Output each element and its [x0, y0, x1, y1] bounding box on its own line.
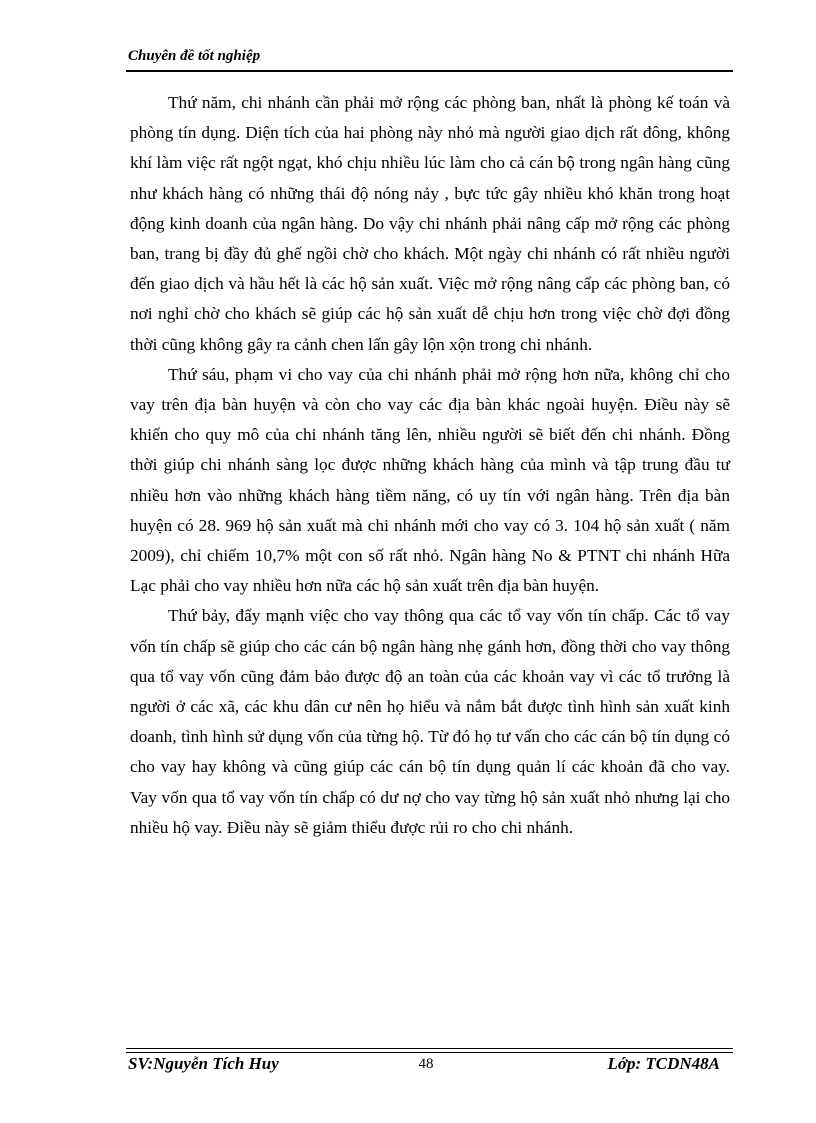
paragraph-2: Thứ sáu, phạm vi cho vay của chi nhánh phải mở rộng hơn nữa, không chỉ cho vay trên địa bàn huyện và còn cho vay các địa bàn khác ngoài huyện. Điều này sẽ khiến cho quy mô của chi nhánh tăng lên, nhiều người sẽ biết đến chi nhánh. Đồng thời giúp chi nhánh sàng lọc được những khách hàng của mình và tập trung đầu tư nhiều hơn vào những khách hàng tiềm năng, có uy tín với ngân hàng. Trên địa bàn huyện có 28. 969 hộ sản xuất mà chi nhánh mới cho vay có 3. 104 hộ sản xuất ( năm 2009), chỉ chiếm 10,7% một con số rất nhỏ. Ngân hàng No & PTNT chi nhánh Hữa Lạc phải cho vay nhiều hơn nữa các hộ sản xuất trên địa bàn huyện.	[130, 364, 730, 596]
footer-divider-top	[126, 1048, 733, 1049]
header-divider	[126, 70, 733, 72]
paragraph-3: Thứ bảy, đẩy mạnh việc cho vay thông qua các tổ vay vốn tín chấp. Các tổ vay vốn tín chấp sẽ giúp cho các cán bộ ngân hàng nhẹ gánh hơn, đồng thời cho vay thông qua tổ vay vốn cũng đảm bảo được độ an toàn của các khoản vay vì các tổ trưởng là người ở các xã, các khu dân cư nên họ hiểu và nắm bắt được tình hình sản xuất kinh doanh, tình hình sử dụng vốn của từng hộ. Từ đó họ tư vấn cho các cán bộ tín dụng có cho vay hay không và cũng giúp các cán bộ tín dụng quản lí các khoản đã cho vay. Vay vốn qua tổ vay vốn tín chấp có dư nợ cho vay từng hộ sản xuất nhỏ nhưng lại cho nhiều hộ vay. Điều này sẽ giảm thiểu được rủi ro cho chi nhánh.	[130, 606, 730, 837]
body-text	[130, 88, 730, 843]
footer-divider-bottom	[126, 1052, 733, 1053]
footer-student-name: SV:Nguyễn Tích Huy	[128, 1054, 279, 1073]
footer-class-label: Lớp: TCDN48A	[607, 1054, 720, 1073]
header-title: Chuyên đề tốt nghiệp	[128, 48, 261, 64]
footer-page-number: 48	[418, 1056, 434, 1072]
paragraph-1: Thứ năm, chi nhánh cần phải mở rộng các phòng ban, nhất là phòng kế toán và phòng tín dụng. Diện tích của hai phòng này nhỏ mà người giao dịch rất đông, không khí làm việc rất ngột ngạt, khó chịu nhiều lúc làm cho cả cán bộ trong ngân hàng cũng như khách hàng có những thái độ nóng nảy , bực tức gây nhiều khó khăn trong hoạt động kinh doanh của ngân hàng. Do vậy chi nhánh phải nâng cấp mở rộng các phòng ban, trang bị đầy đủ ghế ngồi chờ cho khách. Một ngày chi nhánh có rất nhiều người đến giao dịch và hầu hết là các hộ sản xuất. Việc mở rộng nâng cấp các phòng ban, có nơi nghỉ chờ cho khách sẽ giúp các hộ sản xuất dễ chịu hơn trong việc chờ đợi đồng thời cũng không gây ra cảnh chen lấn gây lộn xộn trong chi nhánh.	[130, 93, 730, 354]
